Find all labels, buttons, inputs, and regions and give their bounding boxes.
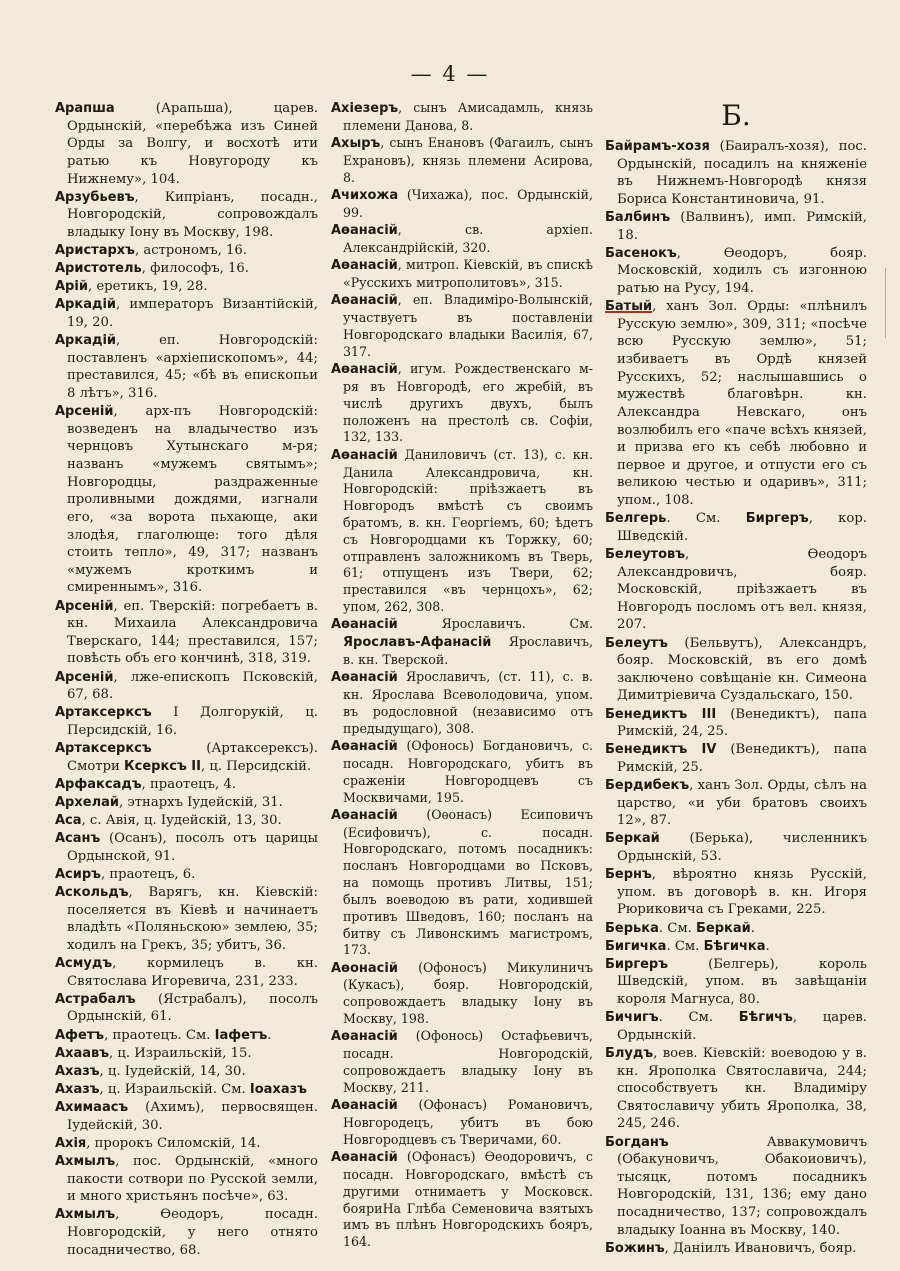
index-entry xyxy=(55,669,318,704)
index-entry xyxy=(55,1206,318,1259)
entry-text: . См. xyxy=(666,938,704,954)
index-entry xyxy=(605,920,867,938)
entry-text: , императоръ Византійскій, 19, 20. xyxy=(67,297,318,330)
entry-text: (Оѳонасъ) Есиповичъ (Есифовичъ), с. посадн. Новгородскаго, потомъ посадникъ: посланъ Новгородцами во Псковъ, на помощь противъ Литвы, 151; былъ воеводою въ рати, ходившей противъ Шведовъ, 160; посланъ на битву съ Ливонскимъ магистромъ, 173. xyxy=(343,806,593,958)
index-entry xyxy=(331,960,593,1028)
index-entry xyxy=(605,1045,867,1133)
entry-headword: Арій xyxy=(55,279,88,295)
index-entry xyxy=(605,1134,867,1240)
index-entry xyxy=(55,100,318,188)
index-entry xyxy=(605,1009,867,1044)
entry-headword: Асанъ xyxy=(55,831,101,847)
index-entry xyxy=(55,704,318,739)
entry-headword: Ахыръ xyxy=(331,136,381,152)
index-entry xyxy=(55,794,318,812)
entry-headword: Бернъ xyxy=(605,867,652,883)
entry-headword: Ахмылъ xyxy=(55,1153,116,1169)
entry-text: (Офонось) Богдановичъ, с. посадн. Новгородскаго, убитъ въ сраженіи Новгородцевъ съ Москвичами, 195. xyxy=(343,738,593,805)
index-entry xyxy=(55,242,318,260)
index-entry xyxy=(605,706,867,741)
index-entry xyxy=(55,740,318,775)
entry-text: , сынъ Амисадамль, князь племени Данова, 8. xyxy=(343,100,593,133)
entry-text: Аввакумовичъ (Обакуновичъ, Обакоиовичъ), тысяцк, потомъ посадникъ Новгородскій, 131, 136; ему дано посадничество, 137; сопровождалъ владыку Іоанна въ Москву, 140. xyxy=(617,1134,867,1238)
entry-text: , с. Авія, ц. Іудейскій, 13, 30. xyxy=(81,813,282,828)
entry-headword: Беркай xyxy=(605,831,660,847)
entry-text: (Офонасъ) Романовичъ, Новгородецъ, убитъ въ бою Новгородцевъ съ Тверичами, 60. xyxy=(343,1097,593,1147)
index-entry xyxy=(605,510,867,545)
entry-headword: Аѳанасій xyxy=(331,447,398,463)
index-entry xyxy=(605,956,867,1009)
entry-text: , Ѳеодоръ, посадн. Новгородскій, у него отнято посадничество, 68. xyxy=(67,1207,318,1258)
index-entry xyxy=(331,257,593,292)
entry-text: , еп. Новгородскій: поставленъ «архіепископомъ», 44; преставился, 45; «бѣ въ епископьи 8 лѣтъ», 316. xyxy=(67,333,318,401)
entry-text: . См. xyxy=(658,920,696,936)
entry-text-tail: . xyxy=(750,920,755,936)
entry-text: , ц. Израильскій. См. xyxy=(99,1081,250,1097)
index-entry xyxy=(331,807,593,959)
entry-text: (Венедиктъ), папа Римскій, 25. xyxy=(617,742,867,775)
entry-text: , вѣроятно князь Русскій, упом. въ договорѣ в. кн. Игоря Рюриковича съ Греками, 225. xyxy=(617,867,867,918)
entry-headword: Аркадій xyxy=(55,333,117,349)
entry-text: , кормилецъ в. кн. Святослава Игоревича, 231, 233. xyxy=(67,956,318,989)
entry-text: (Офоносъ) Микулиничъ (Кукасъ), бояр. Новгородскій, сопровождаетъ владыку Іону въ Москву, 198. xyxy=(343,959,593,1027)
entry-text: , ц. Іудейскій, 14, 30. xyxy=(99,1063,246,1079)
index-entry xyxy=(605,938,867,956)
entry-crossref-headword: Биргеръ xyxy=(745,511,809,527)
entry-text: (Ахимъ), первосвящен. Іудейскій, 30. xyxy=(67,1100,318,1133)
entry-text: (Валвинъ), имп. Римскій, 18. xyxy=(617,210,867,243)
index-entry xyxy=(331,1149,593,1251)
index-entry xyxy=(55,866,318,884)
entry-headword: Архелай xyxy=(55,794,119,810)
index-entry xyxy=(55,812,318,830)
index-entry xyxy=(55,1135,318,1153)
entry-headword: Берька xyxy=(605,920,659,936)
entry-text: , еп. Тверскій: погребаетъ в. кн. Михаила Александровича Тверскаго, 144; преставился, 157; повѣсть объ его кончинѣ, 318, 319. xyxy=(67,598,318,667)
index-column-3 xyxy=(605,98,867,1258)
margin-pencil-mark xyxy=(885,268,886,338)
entry-crossref-headword: Ярославъ-Афанасій xyxy=(343,635,492,651)
index-entry xyxy=(331,738,593,806)
entry-headword: Ахіезеръ xyxy=(331,101,399,116)
index-entry xyxy=(331,361,593,446)
entry-headword: Аѳанасій xyxy=(331,807,398,823)
index-entry xyxy=(331,292,593,360)
section-letter: Б. xyxy=(721,99,751,132)
entry-headword: Ахія xyxy=(55,1135,87,1151)
entry-headword: Арфаксадъ xyxy=(55,776,142,792)
entry-text: (Берька), численникъ Ордынскій, 53. xyxy=(617,831,867,864)
entry-headword: Ахазъ xyxy=(55,1081,100,1097)
entry-text: , ханъ Зол. Орды: «плѣнилъ Русскую землю», 309, 311; «посѣче всю Русскую землю», 51; избиваетъ въ Ордѣ князей Русскихъ, 52; наслышавшись о мужествѣ благовѣрн. кн. Александра Невскаго, онъ возлюбилъ его «паче всѣхъ князей, и призва его къ себѣ любовно и первое и другое, и отпусти его съ великою честью и одаривъ», 311; упом., 108. xyxy=(617,299,867,508)
index-entry xyxy=(55,296,318,331)
entry-text: , Кипріанъ, посадн., Новгородскій, сопровождалъ владыку Іону въ Москву, 198. xyxy=(67,189,318,240)
entry-text: , митроп. Кіевскій, въ спискѣ «Русскихъ митрополитовъ», 315. xyxy=(343,257,593,291)
entry-headword: Ачихожа xyxy=(331,188,399,204)
entry-crossref-headword: Іафетъ xyxy=(214,1027,268,1043)
index-column-1 xyxy=(55,100,318,1260)
entry-headword: Бичигъ xyxy=(605,1010,659,1026)
entry-headword: Аѳанасій xyxy=(331,1150,398,1166)
index-entry xyxy=(331,222,593,257)
entry-headword: Асиръ xyxy=(55,866,101,882)
index-entry xyxy=(331,187,593,222)
entry-text: , праотецъ. См. xyxy=(104,1027,215,1043)
entry-text: (Офонось) Остафьевичъ, посадн. Новгородскій, сопровождаетъ владыку Іону въ Москву, 211. xyxy=(343,1028,593,1095)
entry-text: , воев. Кіевскій: воеводою у в. кн. Ярополка Святославича, 244; способствуетъ кн. Владиміру Святославичу убить Ярополка, 38, 245, 246. xyxy=(617,1045,867,1132)
entry-text: (Офонасъ) Ѳеодоровичъ, с посадн. Новгородскаго, вмѣстѣ съ другими отнимаетъ у Московск. бояриНа Глѣба Семеновича взятыхъ имъ въ плѣнъ Новгородскихъ бояръ, 164. xyxy=(343,1149,593,1250)
entry-headword: Бенедиктъ IV xyxy=(605,742,717,758)
entry-headword: Аѳанасій xyxy=(331,1029,398,1045)
page-number: — 4 — xyxy=(410,62,490,86)
entry-headword: Аѳонасій xyxy=(331,960,398,976)
index-entry xyxy=(55,332,318,403)
index-entry xyxy=(605,138,867,209)
entry-headword: Ахмылъ xyxy=(55,1207,116,1223)
entry-headword: Арзубьевъ xyxy=(55,189,135,205)
index-entry xyxy=(55,1153,318,1206)
entry-text: (Арапьша), царев. Ордынскій, «перебѣжа изъ Синей Орды за Волгу, и восхотѣ ити ратью къ Новугороду къ Нижнему», 104. xyxy=(67,101,318,187)
entry-text-tail: Ярославичъ, в. кн. Тверской. xyxy=(343,634,593,667)
entry-text: (Белгерь), король Шведскій, упом. въ завѣщаніи короля Магнуса, 80. xyxy=(617,956,867,1007)
entry-headword: Аристархъ xyxy=(55,243,135,258)
entry-headword: Артаксерксъ xyxy=(55,741,152,756)
entry-text-tail: , ц. Персидскій. xyxy=(200,758,312,774)
entry-text: , сынъ Енановъ (Фагаилъ, сынъ Ехрановъ), князь племени Асирова, 8. xyxy=(343,135,593,185)
entry-headword: Аѳанасій xyxy=(331,1098,398,1114)
entry-text: , игум. Рождественскаго м-ря въ Новгородѣ, его жребій, въ числѣ другихъ двухъ, былъ положенъ на престолѣ св. Софіи, 132, 133. xyxy=(343,361,593,445)
entry-headword: Батый xyxy=(605,299,653,315)
index-entry xyxy=(331,1028,593,1096)
entry-headword: Аѳанасій xyxy=(331,362,398,378)
entry-text: (Ястрабалъ), посолъ Ордынскій, 61. xyxy=(67,991,318,1025)
entry-crossref-headword: Беркай xyxy=(695,920,751,936)
entry-text-tail: , царев. Ордынскій. xyxy=(617,1010,867,1043)
index-entry xyxy=(605,209,867,244)
entry-headword: Биргеръ xyxy=(605,956,669,972)
entry-headword: Белеутовъ xyxy=(605,546,685,562)
entry-text: , пророкъ Силомскій, 14. xyxy=(86,1135,261,1151)
entry-headword: Божинъ xyxy=(605,1240,665,1256)
index-entry xyxy=(605,298,867,510)
index-entry xyxy=(55,830,318,865)
entry-headword: Асмудъ xyxy=(55,956,113,971)
entry-headword: Аѳанасій xyxy=(331,293,398,309)
index-entry xyxy=(55,403,318,597)
entry-headword: Ахаавъ xyxy=(55,1045,109,1061)
entry-headword: Бигичка xyxy=(605,938,667,954)
entry-headword: Аѳанасій xyxy=(331,739,398,755)
index-entry xyxy=(605,777,867,830)
entry-headword: Арапша xyxy=(55,101,115,116)
entry-text: , лже-епископъ Псковскій, 67, 68. xyxy=(67,669,318,703)
index-entry xyxy=(605,866,867,919)
entry-text: , еретикъ, 19, 28. xyxy=(87,279,208,295)
index-entry xyxy=(55,260,318,278)
entry-headword: Байрамъ-хозя xyxy=(605,139,710,154)
entry-headword: Артаксерксъ xyxy=(55,705,152,721)
entry-headword: Басенокъ xyxy=(605,245,677,261)
entry-headword: Балбинъ xyxy=(605,210,671,225)
entry-text: . См. xyxy=(658,1010,739,1026)
index-entry xyxy=(55,1081,318,1099)
entry-text-tail: , кор. Шведскій. xyxy=(617,511,867,544)
entry-text: (Артаксерексъ). Смотри xyxy=(67,741,318,774)
entry-text: (Осанъ), посолъ отъ царицы Ордынской, 91. xyxy=(67,831,318,864)
index-entry xyxy=(331,447,593,616)
entry-text: (Чихажа), пос. Ордынскій, 99. xyxy=(343,187,593,220)
index-entry xyxy=(55,189,318,242)
index-entry xyxy=(55,991,318,1026)
entry-text: , арх-пъ Новгородскій: возведенъ на владычество изъ чернцовъ Хутынскаго м-ря; названъ «мужемъ святымъ»; Новгородцы, раздраженные проливными дождями, изгнали его, «за ворота пьхающе, аки злодѣя, глаголюще: того дѣля стоить тепло», 49, 317; названъ «мужемъ кроткимъ и смиреннымъ», 316. xyxy=(67,404,318,596)
entry-text: , еп. Владиміро-Волынскій, участвуетъ въ поставленіи Новгородскаго владыки Василія, 67, 317. xyxy=(343,292,593,359)
index-entry xyxy=(331,669,593,737)
entry-text: , этнархъ Іудейскій, 31. xyxy=(118,794,283,810)
index-entry xyxy=(605,1240,867,1258)
index-entry xyxy=(55,278,318,296)
entry-headword: Афетъ xyxy=(55,1027,105,1043)
entry-crossref-headword: Бѣгичъ xyxy=(738,1010,793,1026)
entry-headword: Белеутъ xyxy=(605,635,668,651)
index-entry xyxy=(55,1099,318,1134)
entry-headword: Аркадій xyxy=(55,297,117,313)
entry-text: , праотецъ, 6. xyxy=(100,866,196,882)
entry-text: , ханъ Зол. Орды, сѣлъ на царство, «и уби братовъ своихъ 12», 87. xyxy=(617,778,867,829)
entry-text-tail: . xyxy=(765,938,770,954)
entry-crossref-headword: Ксерксъ II xyxy=(124,758,201,774)
entry-text: , ц. Израильскій, 15. xyxy=(109,1045,252,1061)
entry-text: Ярославичъ. См. xyxy=(397,616,593,632)
entry-text: , Ѳеодоръ, бояр. Московскій, ходилъ съ изгонною ратью на Русу, 194. xyxy=(617,245,867,296)
entry-headword: Астрабалъ xyxy=(55,991,136,1007)
entry-text: I Долгорукій, ц. Персидскій, 16. xyxy=(67,705,318,738)
entry-headword: Арсеній xyxy=(55,598,114,614)
entry-text: , пос. Ордынскій, «много пакости сотвори по Русской земли, и много христьянъ посѣче», 63. xyxy=(67,1153,318,1205)
entry-text: , праотецъ, 4. xyxy=(141,776,236,792)
index-entry xyxy=(55,1027,318,1045)
index-entry xyxy=(55,598,318,669)
entry-text: (Бельвутъ), Александръ, бояр. Московскій, въ его домѣ заключено совѣщаніе кн. Симеона Димитріевича Суздальскаго, 150. xyxy=(617,635,867,704)
entry-headword: Арсеній xyxy=(55,404,114,420)
entry-headword: Аѳанасій xyxy=(331,258,398,274)
entry-text: , Ѳеодоръ Александровичъ, бояр. Московскій, пріѣзжаетъ въ Новгородъ посломъ отъ вел. князя, 207. xyxy=(617,546,867,633)
index-entry xyxy=(331,1097,593,1148)
index-entry xyxy=(331,135,593,186)
entry-text: , философъ, 16. xyxy=(141,261,249,277)
entry-headword: Богданъ xyxy=(605,1134,669,1150)
index-entry xyxy=(331,100,593,135)
index-entry xyxy=(55,776,318,794)
entry-headword: Ахимаасъ xyxy=(55,1100,129,1115)
entry-headword: Аристотель xyxy=(55,261,142,277)
index-entry xyxy=(605,830,867,865)
index-entry xyxy=(55,1045,318,1063)
index-entry xyxy=(331,616,593,668)
index-entry xyxy=(605,635,867,706)
index-entry xyxy=(605,245,867,298)
entry-headword: Бердибекъ xyxy=(605,778,690,793)
entry-headword: Бенедиктъ III xyxy=(605,706,717,722)
entry-text: , Даніилъ Ивановичъ, бояр. xyxy=(664,1240,857,1256)
entry-headword: Аса xyxy=(55,813,82,828)
entry-headword: Белгерь xyxy=(605,511,667,527)
entry-text: , астрономъ, 16. xyxy=(134,243,247,258)
entry-crossref-headword: Іоахазъ xyxy=(249,1081,307,1097)
entry-headword: Аскольдъ xyxy=(55,885,129,900)
index-entry xyxy=(605,741,867,776)
entry-headword: Ахазъ xyxy=(55,1063,100,1079)
index-entry xyxy=(55,884,318,955)
entry-text: (Баиралъ-хозя), пос. Ордынскій, посадилъ на княженіе въ Нижнемъ-Новгородѣ князя Бориса Константиновича, 91. xyxy=(617,139,867,207)
index-entry xyxy=(605,546,867,634)
entry-text: Даниловичъ (ст. 13), с. кн. Данила Александровича, кн. Новгородскій: пріѣзжаетъ въ Новгородъ вмѣстѣ съ своимъ братомъ, в. кн. Георгіемъ, 60; ѣдетъ съ Новгородцами къ Торжку, 60; отправленъ заложникомъ въ Тверь, 61; отпущенъ изъ Твери, 62; преставился «въ чернцохъ», 62; упом, 262, 308. xyxy=(343,446,593,615)
entry-headword: Аѳанасій xyxy=(331,670,398,686)
entry-text-tail: . xyxy=(267,1027,272,1043)
entry-crossref-headword: Бѣгичка xyxy=(703,938,766,954)
entry-text: , св. архіеп. Александрійскій, 320. xyxy=(343,222,593,255)
entry-text: (Венедиктъ), папа Римскій, 24, 25. xyxy=(617,706,867,740)
entry-headword: Арсеній xyxy=(55,669,114,685)
entry-text: Ярославичъ, (ст. 11), с. в. кн. Ярослава Всеволодовича, упом. въ родословной (независимо отъ предыдущаго), 308. xyxy=(343,669,593,736)
entry-text: , Варягъ, кн. Кіевскій: поселяется въ Кіевѣ и начинаетъ владѣть «Поляньскою» землею, 35; ходилъ на Грекъ, 35; убитъ, 36. xyxy=(67,885,318,953)
index-entry xyxy=(55,1063,318,1081)
entry-text: . См. xyxy=(666,511,746,527)
entry-headword: Аѳанасій xyxy=(331,223,398,239)
entry-headword: Блудъ xyxy=(605,1045,654,1061)
entry-headword: Аѳанасій xyxy=(331,617,398,633)
index-column-2 xyxy=(331,100,593,1251)
index-entry xyxy=(55,955,318,990)
